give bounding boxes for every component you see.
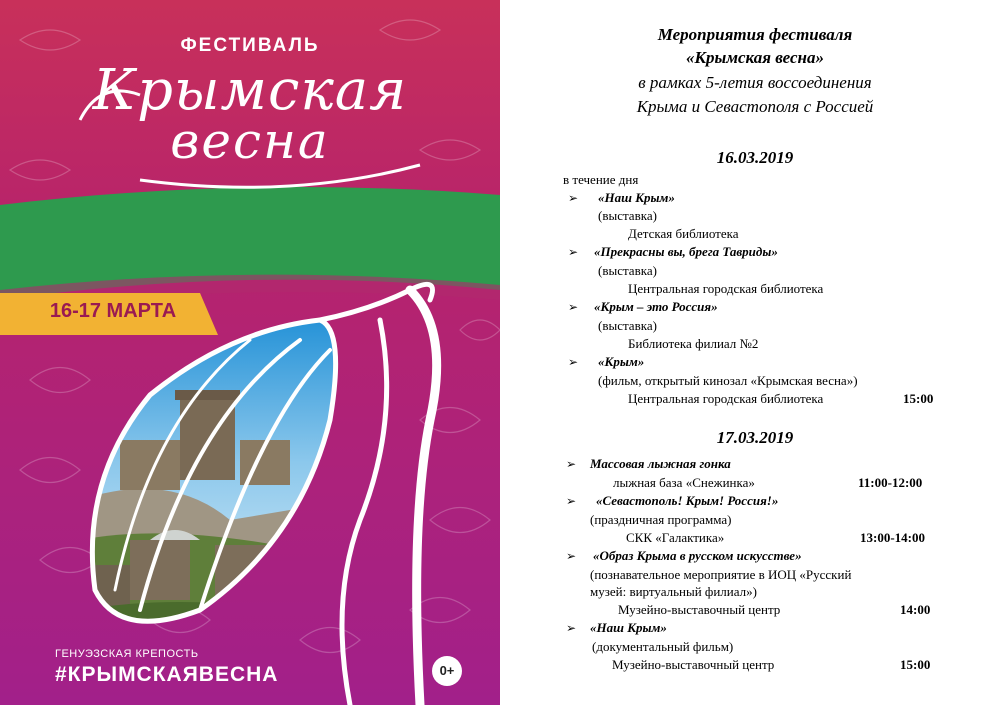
bullet-arrow-icon: ➢ xyxy=(566,494,577,508)
day1-note: в течение дня xyxy=(563,172,639,187)
bullet-arrow-icon: ➢ xyxy=(566,549,577,563)
program-heading-line1: Мероприятия фестиваля xyxy=(657,25,853,44)
day1-date: 16.03.2019 xyxy=(716,148,794,167)
day2-event1-title: Массовая лыжная гонка xyxy=(590,456,731,471)
bullet-arrow-icon: ➢ xyxy=(568,300,579,314)
day2-event3-time: 14:00 xyxy=(900,602,931,617)
bullet-arrow-icon: ➢ xyxy=(568,245,579,259)
program-heading-line3: в рамках 5-летия воссоединения xyxy=(638,73,872,92)
festival-hashtag: #КРЫМСКАЯВЕСНА xyxy=(55,663,279,686)
bullet-arrow-icon: ➢ xyxy=(566,457,577,471)
day2-event2-title: «Севастополь! Крым! Россия!» xyxy=(596,493,779,508)
festival-label: ФЕСТИВАЛЬ xyxy=(180,35,320,56)
location-caption: ГЕНУЭЗСКАЯ КРЕПОСТЬ xyxy=(55,648,199,660)
day1-event4-place: Центральная городская библиотека xyxy=(628,391,824,406)
festival-title-line2: весна xyxy=(170,112,330,170)
day1-event2-type: (выставка) xyxy=(598,263,657,278)
day2-event2-time: 13:00-14:00 xyxy=(860,530,925,545)
day2-event4-type: (документальный фильм) xyxy=(592,639,734,654)
day2-event3-type-line2: музей: виртуальный филиал») xyxy=(590,584,757,599)
day2-event3-type-line1: (познавательное мероприятие в ИОЦ «Русский xyxy=(590,567,852,582)
day2-event1-time: 11:00-12:00 xyxy=(858,475,923,490)
day1-event1-type: (выставка) xyxy=(598,208,657,223)
day2-date: 17.03.2019 xyxy=(716,428,794,447)
day1-event2-place: Центральная городская библиотека xyxy=(628,281,824,296)
day1-event3-type: (выставка) xyxy=(598,318,657,333)
day1-event1-place: Детская библиотека xyxy=(628,226,739,241)
day2-event4-time: 15:00 xyxy=(900,657,931,672)
day2-event4-title: «Наш Крым» xyxy=(590,620,667,635)
day2-event1-place: лыжная база «Снежинка» xyxy=(613,475,755,490)
bullet-arrow-icon: ➢ xyxy=(566,621,577,635)
program-heading-line4: Крыма и Севастополя с Россией xyxy=(636,97,874,116)
day2-event4-place: Музейно-выставочный центр xyxy=(612,657,775,672)
day1-event4-title: «Крым» xyxy=(598,354,645,369)
day2-event3-place: Музейно-выставочный центр xyxy=(618,602,781,617)
festival-dates: 16-17 МАРТА xyxy=(49,300,177,322)
bullet-arrow-icon: ➢ xyxy=(568,191,579,205)
festival-title-line1: Крымская xyxy=(92,58,408,123)
bullet-arrow-icon: ➢ xyxy=(568,355,579,369)
program-heading-line2: «Крымская весна» xyxy=(686,48,824,67)
day1-event2-title: «Прекрасны вы, брега Тавриды» xyxy=(594,244,778,259)
day1-event4-type: (фильм, открытый кинозал «Крымская весна») xyxy=(598,373,858,388)
day2-event2-place: СКК «Галактика» xyxy=(626,530,725,545)
day1-event3-title: «Крым – это Россия» xyxy=(594,299,718,314)
day1-event4-time: 15:00 xyxy=(903,391,934,406)
event-program xyxy=(540,0,1000,705)
age-rating-badge: 0+ xyxy=(432,656,462,686)
day1-event3-place: Библиотека филиал №2 xyxy=(628,336,759,351)
day1-event1-title: «Наш Крым» xyxy=(598,190,675,205)
day2-event3-title: «Образ Крыма в русском искусстве» xyxy=(593,548,802,563)
day2-event2-type: (праздничная программа) xyxy=(590,512,732,527)
